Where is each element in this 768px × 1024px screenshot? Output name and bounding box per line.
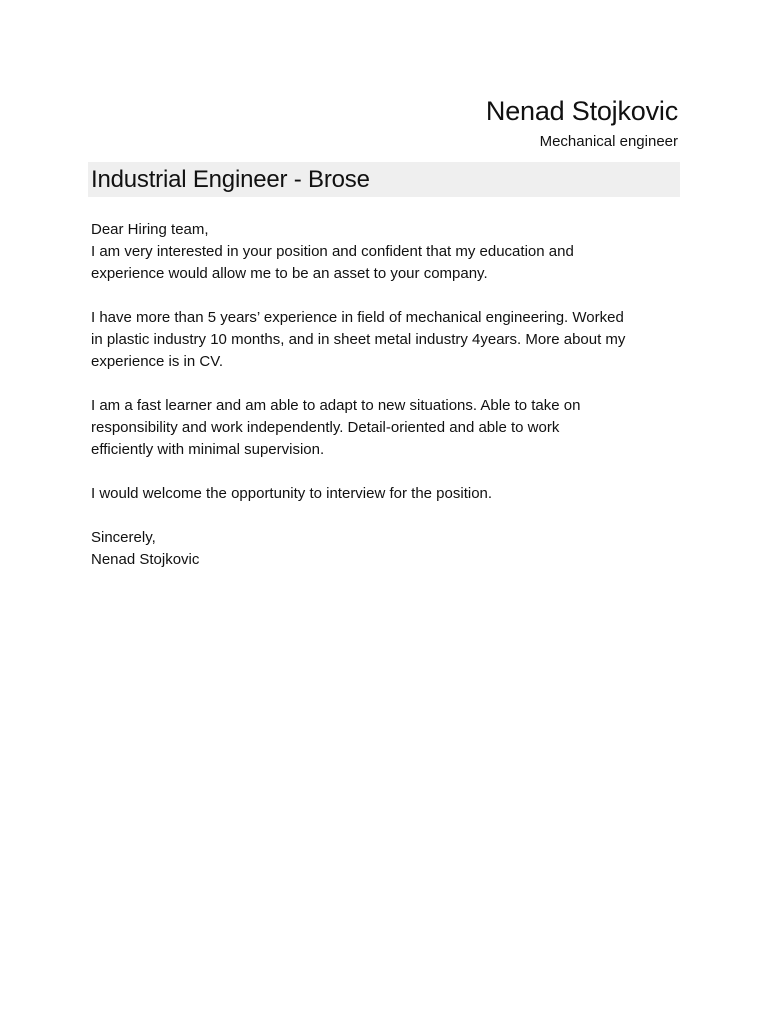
position-title: Industrial Engineer - Brose xyxy=(91,166,370,193)
paragraph-1-line-1: I am very interested in your position and confident that my education and xyxy=(91,243,574,260)
position-title-bar xyxy=(88,162,680,197)
paragraph-gap xyxy=(91,285,683,307)
paragraph-3-line-3: efficiently with minimal supervision. xyxy=(91,441,325,458)
salutation: Dear Hiring team, xyxy=(91,221,209,238)
paragraph-gap xyxy=(91,505,683,527)
applicant-role: Mechanical engineer xyxy=(539,133,678,150)
paragraph-2-line-1: I have more than 5 years’ experience in field of mechanical engineering. Worked xyxy=(91,309,624,326)
paragraph-3-line-1: I am a fast learner and am able to adapt to new situations. Able to take on xyxy=(91,397,581,414)
letter-header xyxy=(486,94,678,152)
paragraph-gap xyxy=(91,461,683,483)
closing: Sincerely, xyxy=(91,529,156,546)
paragraph-1-line-2: experience would allow me to be an asset to your company. xyxy=(91,265,488,282)
paragraph-2-line-2: in plastic industry 10 months, and in sheet metal industry 4years. More about my xyxy=(91,331,626,348)
paragraph-gap xyxy=(91,373,683,395)
paragraph-2-line-3: experience is in CV. xyxy=(91,353,224,370)
paragraph-3-line-2: responsibility and work independently. Detail-oriented and able to work xyxy=(91,419,560,436)
applicant-name: Nenad Stojkovic xyxy=(485,96,678,126)
signature: Nenad Stojkovic xyxy=(91,551,200,568)
letter-body xyxy=(91,219,683,571)
paragraph-4-line-1: I would welcome the opportunity to interview for the position. xyxy=(91,485,493,502)
